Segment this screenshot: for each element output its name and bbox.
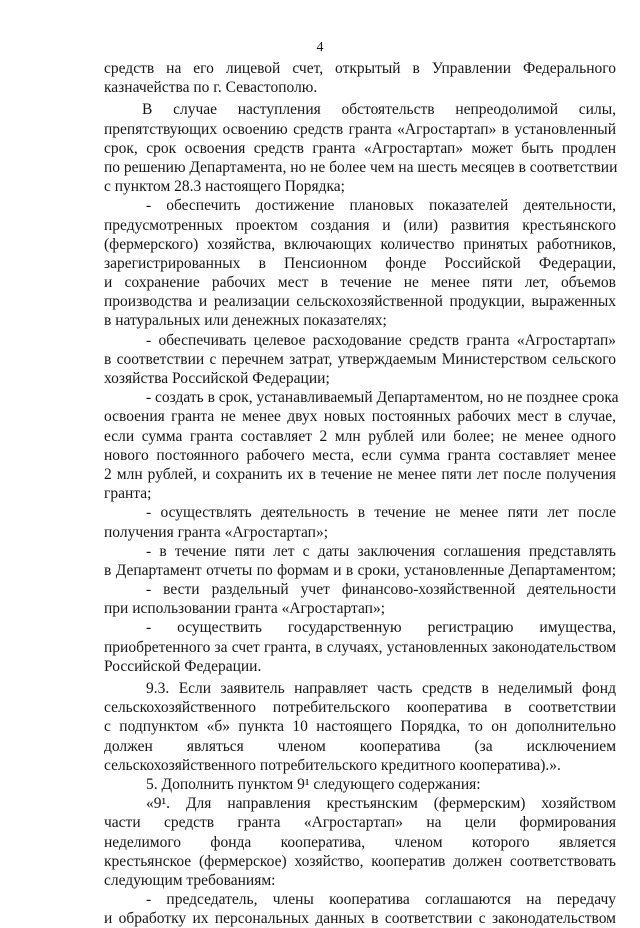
list-item-targeted-spending — [104, 331, 616, 389]
text-line: В случае наступления обстоятельств непреодолимой силы, — [142, 101, 616, 119]
text-line: сельскохозяйственного потребительского кооператива в соответствии — [104, 699, 616, 717]
text-line: срок, срок освоения средств гранта «Агростартап» может быть продлен — [104, 139, 616, 157]
text-line: сельскохозяйственного потребительского кредитного кооператива).». — [104, 756, 561, 774]
text-line: получения гранта «Агростартап»; — [104, 523, 329, 541]
text-line: части средств гранта «Агростартап» на цели формирования — [104, 814, 616, 832]
text-line: зарегистрированных в Пенсионном фонде Российской Федерации, — [104, 254, 616, 272]
paragraph-9-1 — [104, 794, 616, 890]
list-item-submit-reports — [104, 542, 616, 580]
text-line: гранта; — [104, 485, 152, 503]
text-line: и обработку их персональных данных в соответствии с законодательством — [104, 910, 616, 928]
text-line: 9.3. Если заявитель направляет часть средств в неделимый фонд — [146, 680, 616, 697]
text-line: - создать в срок, устанавливаемый Департаментом, но не позднее срока — [146, 389, 619, 407]
document-body — [104, 59, 619, 928]
list-item-separate-accounting — [104, 580, 616, 618]
text-line: нового постоянного рабочего места, если сумма гранта составляет менее — [104, 446, 616, 464]
text-line: препятствующих освоению средств гранта «Агростартап» в установленный — [104, 120, 616, 138]
text-line: «9¹. Для направления крестьянским (фермерским) хозяйством — [146, 795, 616, 813]
text-line: с пунктом 28.3 настоящего Порядка; — [104, 178, 345, 196]
text-line: предусмотренных проектом создания и (или) развития крестьянского — [104, 216, 616, 234]
text-line: должен являться членом кооператива (за исключением — [104, 737, 616, 755]
text-line: в натуральных или денежных показателях; — [104, 312, 387, 330]
list-item-create-jobs — [104, 388, 619, 503]
text-line: - обеспечить достижение плановых показателей деятельности, — [146, 197, 616, 215]
paragraph-amendment-5 — [104, 775, 616, 794]
text-line: в Департамент отчеты по формам и в сроки, установленные Департаментом; — [104, 561, 616, 579]
text-line: Российской Федерации. — [104, 657, 262, 675]
text-line: производства и реализации сельскохозяйственной продукции, выраженных — [104, 293, 616, 311]
text-line: и сохранение рабочих мест в течение не менее пяти лет, объемов — [104, 274, 616, 292]
text-line: - вести раздельный учет финансово-хозяйственной деятельности — [146, 581, 616, 599]
text-line: - в течение пяти лет с даты заключения соглашения представлять — [146, 542, 616, 560]
text-line: хозяйства Российской Федерации; — [104, 370, 330, 387]
text-line: - осуществлять деятельность в течение не менее пяти лет после — [146, 504, 616, 522]
text-line: (фермерского) хозяйства, включающих количество принятых работников, — [104, 235, 616, 253]
text-line: следующим требованиям: — [104, 871, 276, 889]
text-line: - председатель, члены кооператива соглашаются на передачу — [146, 891, 616, 909]
text-line: приобретенного за счет гранта, в случаях, установленных законодательством — [104, 638, 616, 656]
text-line: 5. Дополнить пунктом 9¹ следующего содержания: — [146, 775, 481, 793]
list-item-operate-five-years — [104, 503, 616, 541]
text-line: - осуществить государственную регистрацию имущества, — [146, 619, 616, 637]
text-line: крестьянское (фермерское) хозяйство, кооператив должен соответствовать — [104, 852, 616, 870]
paragraph-force-majeure — [104, 100, 616, 196]
text-line: при использовании гранта «Агростартап»; — [104, 600, 386, 618]
paragraph-treasury-account — [104, 59, 616, 97]
text-line: освоения гранта не менее двух новых постоянных рабочих мест в случае, — [104, 408, 616, 426]
text-line: если сумма гранта составляет 2 млн рублей или более; не менее одного — [104, 427, 616, 445]
list-item-personal-data-consent — [104, 890, 616, 928]
page-number: 4 — [316, 40, 324, 55]
text-line: с подпунктом «б» пункта 10 настоящего Порядка, то он дополнительно — [104, 718, 616, 736]
list-item-register-property — [104, 618, 616, 676]
text-line: 2 млн рублей, и сохранить их в течение не менее пяти лет после получения — [104, 465, 616, 483]
list-item-performance-indicators — [104, 196, 616, 330]
text-line: неделимого фонда кооператива, членом которого является — [104, 833, 616, 851]
text-line: казначейства по г. Севастополю. — [104, 79, 318, 97]
text-line: - обеспечивать целевое расходование средств гранта «Агростартап» — [146, 331, 616, 349]
text-line: по решению Департамента, но не более чем на шесть месяцев в соответствии — [104, 158, 618, 176]
paragraph-9-3 — [104, 679, 616, 775]
text-line: средств на его лицевой счет, открытый в Управлении Федерального — [104, 60, 616, 77]
text-line: в соответствии с перечнем затрат, утверждаемым Министерством сельского — [104, 350, 616, 368]
